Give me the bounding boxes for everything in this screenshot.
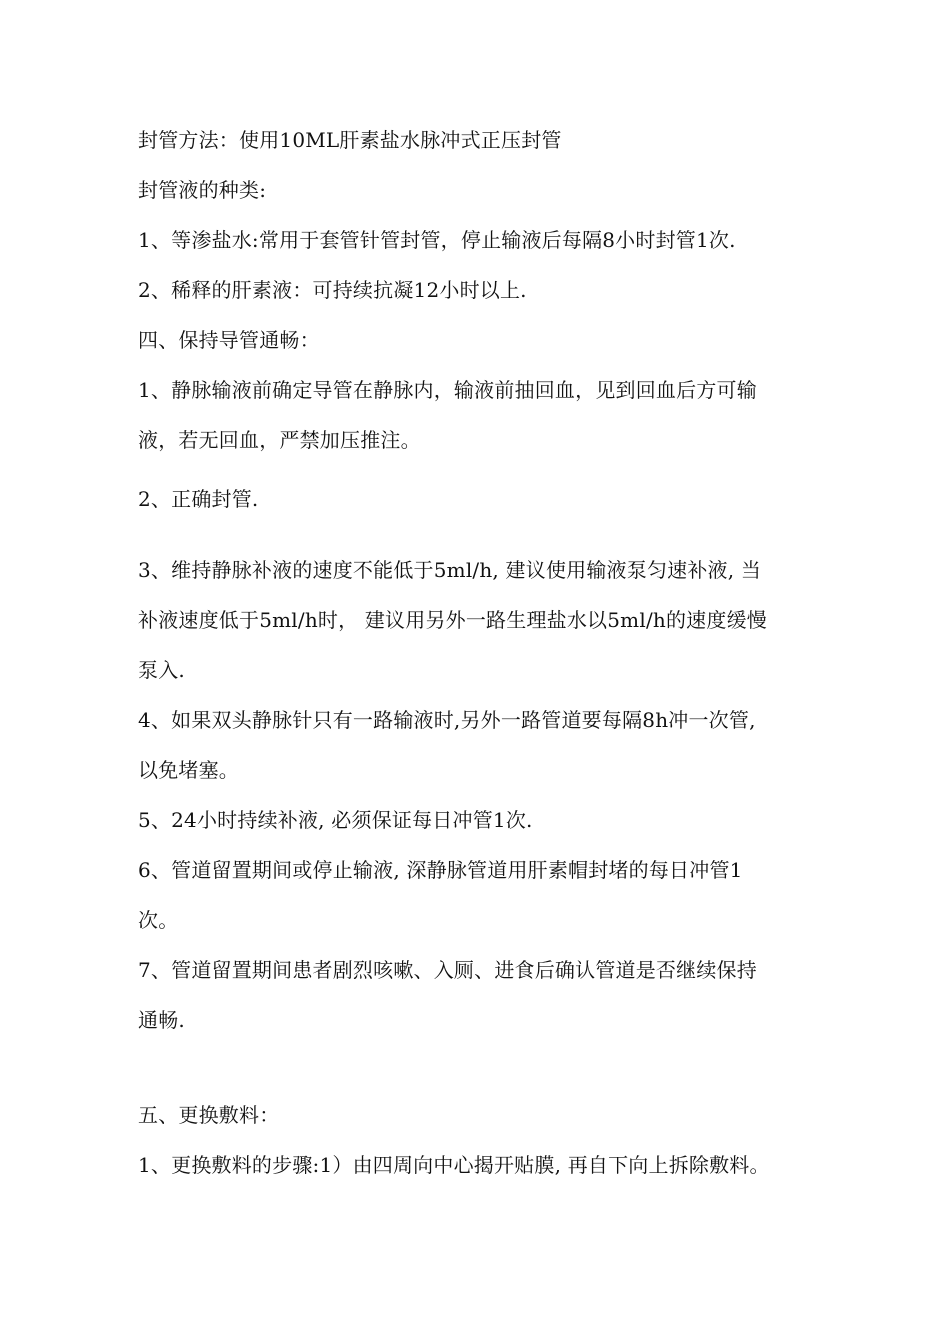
text-line: 6、管道留置期间或停止输液, 深静脉管道用肝素帽封堵的每日冲管1	[138, 858, 743, 882]
text-line: 2、正确封管.	[138, 487, 259, 511]
text-line: 1、静脉输液前确定导管在静脉内，输液前抽回血，见到回血后方可输	[138, 378, 757, 402]
text-line: 封管液的种类:	[138, 178, 267, 202]
text-line: 封管方法：使用10ML肝素盐水脉冲式正压封管	[138, 128, 562, 152]
text-line: 3、维持静脉补液的速度不能低于5ml/h, 建议使用输液泵匀速补液, 当	[138, 558, 762, 582]
text-line: 通畅.	[138, 1008, 185, 1032]
text-line: 次。	[138, 908, 179, 932]
text-line: 1、等渗盐水:常用于套管针管封管，停止输液后每隔8小时封管1次.	[138, 228, 736, 252]
text-line: 7、管道留置期间患者剧烈咳嗽、入厕、进食后确认管道是否继续保持	[138, 958, 757, 982]
section-heading: 五、更换敷料：	[138, 1103, 280, 1127]
section-heading: 四、保持导管通畅：	[138, 328, 320, 352]
text-line: 4、如果双头静脉针只有一路输液时,另外一路管道要每隔8h冲一次管,	[138, 708, 756, 732]
text-line: 1、更换敷料的步骤:1）由四周向中心揭开贴膜, 再自下向上拆除敷料。	[138, 1153, 770, 1177]
text-line: 泵入.	[138, 658, 185, 682]
text-line: 2、稀释的肝素液：可持续抗凝12小时以上.	[138, 278, 527, 302]
text-line: 补液速度低于5ml/h时， 建议用另外一路生理盐水以5ml/h的速度缓慢	[138, 608, 767, 632]
text-line: 液，若无回血，严禁加压推注。	[138, 428, 421, 452]
text-line: 以免堵塞。	[138, 758, 239, 782]
text-line: 5、24小时持续补液, 必须保证每日冲管1次.	[138, 808, 533, 832]
